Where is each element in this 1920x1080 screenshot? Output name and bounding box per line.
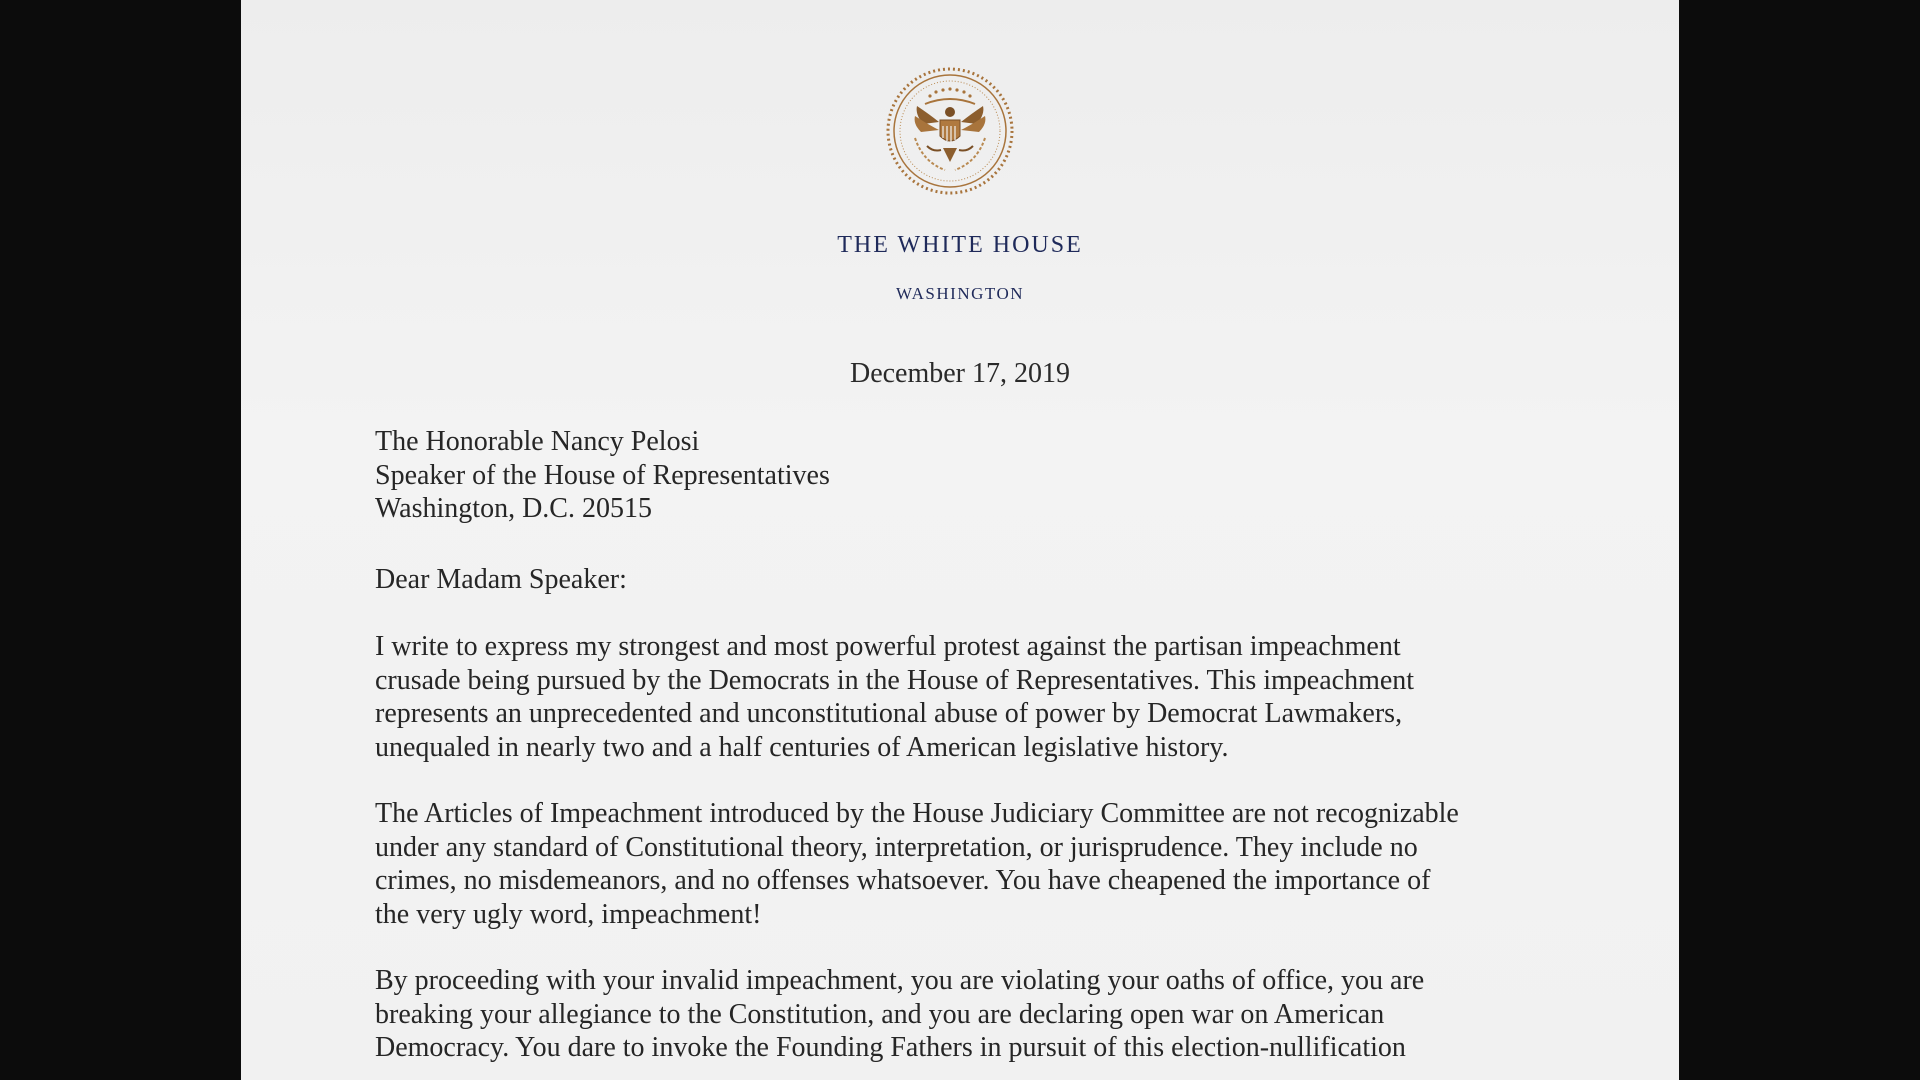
paragraph-line: represents an unprecedented and unconstitutional abuse of power by Democrat Lawmakers, — [375, 698, 1403, 729]
recipient-address — [375, 425, 1575, 526]
letterhead-title: THE WHITE HOUSE — [837, 232, 1083, 258]
letter-date: December 17, 2019 — [849, 358, 1071, 389]
paragraph — [375, 797, 1575, 931]
letterhead-subtitle: WASHINGTON — [895, 284, 1024, 303]
paragraph-line: I write to express my strongest and most powerful protest against the partisan impeachment — [375, 631, 1401, 662]
paragraph — [375, 630, 1575, 764]
paragraph-line: crusade being pursued by the Democrats in the House of Representatives. This impeachment — [375, 664, 1415, 696]
address-line: The Honorable Nancy Pelosi — [375, 426, 700, 457]
letter-page — [241, 0, 1679, 1080]
presidential-seal-icon — [885, 66, 1015, 196]
paragraph-line: under any standard of Constitutional theory, interpretation, or jurisprudence. They include no — [375, 831, 1418, 863]
paragraph-line: crimes, no misdemeanors, and no offenses whatsoever. You have cheapened the importance of — [375, 865, 1431, 896]
paragraph-line: breaking your allegiance to the Constitution, and you are declaring open war on American — [375, 998, 1385, 1030]
paragraph-line: the very ugly word, impeachment! — [375, 898, 762, 930]
address-line: Speaker of the House of Representatives — [375, 459, 830, 491]
paragraph-line: Democracy. You dare to invoke the Founding Fathers in pursuit of this election-nullification — [375, 1032, 1406, 1063]
paragraph — [375, 964, 1575, 1065]
salutation: Dear Madam Speaker: — [375, 564, 627, 595]
address-line: Washington, D.C. 20515 — [375, 493, 652, 524]
paragraph-line: The Articles of Impeachment introduced by the House Judiciary Committee are not recognizable — [375, 798, 1459, 829]
paragraph-line: By proceeding with your invalid impeachment, you are violating your oaths of office, you are — [375, 965, 1425, 996]
paragraph-line: unequaled in nearly two and a half centuries of American legislative history. — [375, 731, 1229, 763]
